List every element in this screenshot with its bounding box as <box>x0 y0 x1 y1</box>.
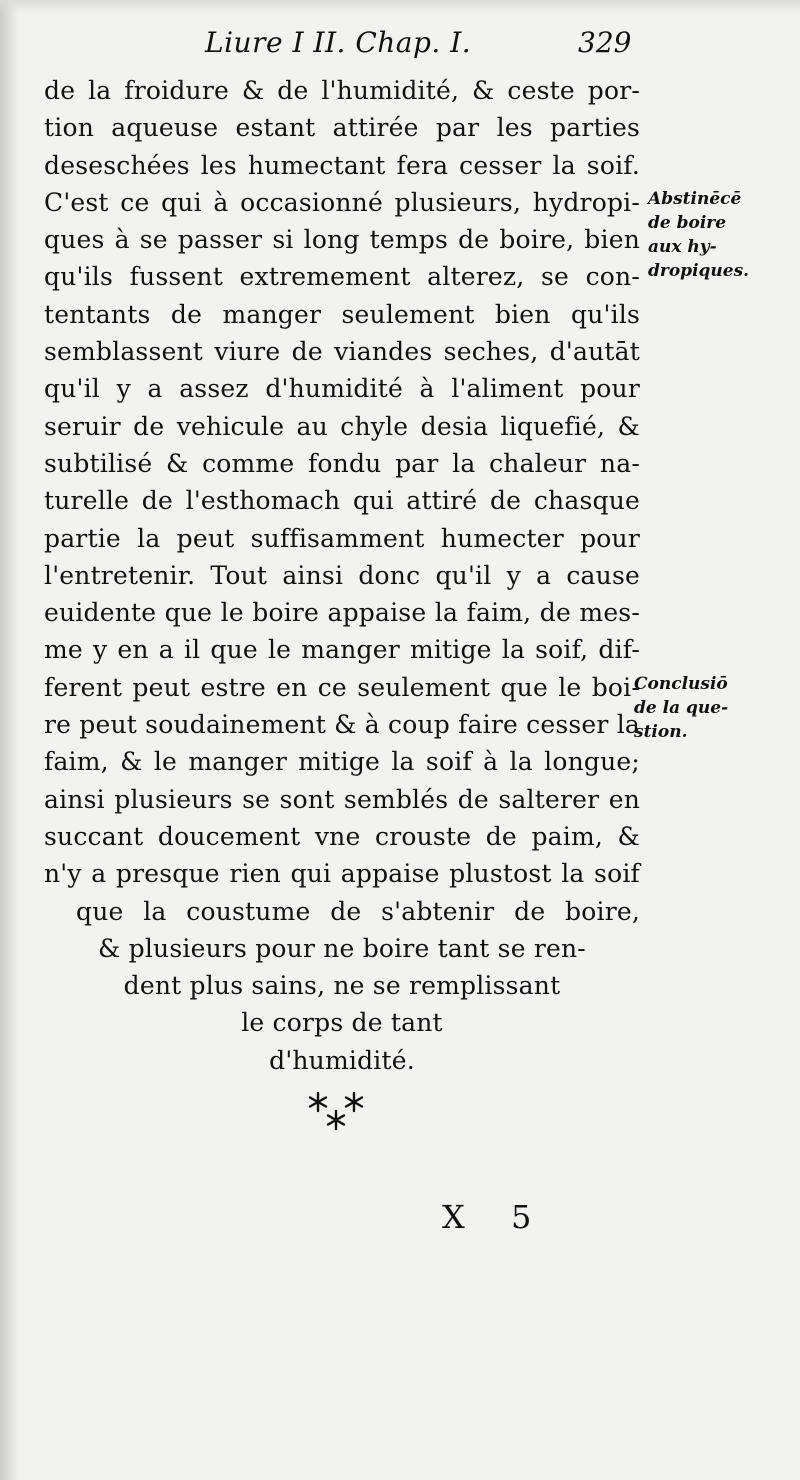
signature-mark: X 5 <box>442 1198 550 1236</box>
running-head <box>0 22 800 62</box>
text-line: ferent peut estre en ce seulement que le boi- <box>44 672 640 702</box>
page-number: 329 <box>578 26 632 59</box>
text-line: faim, & le manger mitige la soif à la longue; <box>44 747 640 777</box>
text-line: qu'il y a assez d'humidité à l'aliment pour <box>44 374 640 404</box>
text-line: ainsi plusieurs se sont semblés de salterer en <box>44 784 640 814</box>
text-line: subtilisé & comme fondu par la chaleur na- <box>44 448 640 478</box>
text-line: & plusieurs pour ne boire tant se ren- <box>98 933 586 963</box>
text-line: tentants de manger seulement bien qu'ils <box>44 299 640 329</box>
text-line: euidente que le boire appaise la faim, de mes- <box>44 598 640 628</box>
text-line: me y en a il que le manger mitige la soif, dif- <box>44 635 640 665</box>
main-text-block <box>44 72 640 1079</box>
text-line: de la froidure & de l'humidité, & ceste por- <box>44 76 640 105</box>
asterism-ornament-icon <box>300 1086 380 1136</box>
text-line: que la coustume de s'abtenir de boire, <box>76 896 640 926</box>
text-line: C'est ce qui à occasionné plusieurs, hydropi- <box>44 187 640 217</box>
margin-note-conclusion <box>634 672 728 744</box>
text-line: semblassent viure de viandes seches, d'autāt <box>44 337 640 367</box>
text-line: deseschées les humectant fera cesser la soif. <box>44 150 640 180</box>
margin-note-line: aux hy- <box>648 237 717 257</box>
margin-note-line: de la que- <box>634 698 729 718</box>
margin-note-line: de boire <box>648 213 727 233</box>
text-line: qu'ils fussent extremement alterez, se con- <box>44 262 640 292</box>
running-head-title: Liure I II. Chap. I. <box>205 26 472 59</box>
margin-note-line: Conclusiō <box>634 674 728 694</box>
margin-note-line: dropiques. <box>648 261 750 281</box>
page-gutter-shadow <box>0 0 18 1480</box>
text-line: ques à se passer si long temps de boire, bien <box>44 225 640 255</box>
text-line: partie la peut suffisamment humecter pour <box>44 523 640 553</box>
text-line: l'entretenir. Tout ainsi donc qu'il y a cause <box>44 560 640 590</box>
text-line: dent plus sains, ne se remplissant <box>123 971 561 1001</box>
margin-note-line: Abstinēcē <box>648 189 742 209</box>
text-line: tion aqueuse estant attirée par les parties <box>44 113 640 143</box>
text-line: succant doucement vne crouste de paim, & <box>44 821 640 851</box>
text-line: le corps de tant <box>241 1008 443 1038</box>
text-line: n'y a presque rien qui appaise plustost la soif <box>44 859 640 889</box>
text-line: seruir de vehicule au chyle desia liquefié, & <box>44 411 640 441</box>
margin-note-line: stion. <box>634 722 688 742</box>
text-line: d'humidité. <box>269 1045 415 1075</box>
margin-note-abstinence <box>648 187 749 283</box>
text-line: re peut soudainement & à coup faire cesser la <box>44 710 641 740</box>
text-line: turelle de l'esthomach qui attiré de chasque <box>44 486 640 516</box>
page-top-shadow <box>0 0 800 14</box>
